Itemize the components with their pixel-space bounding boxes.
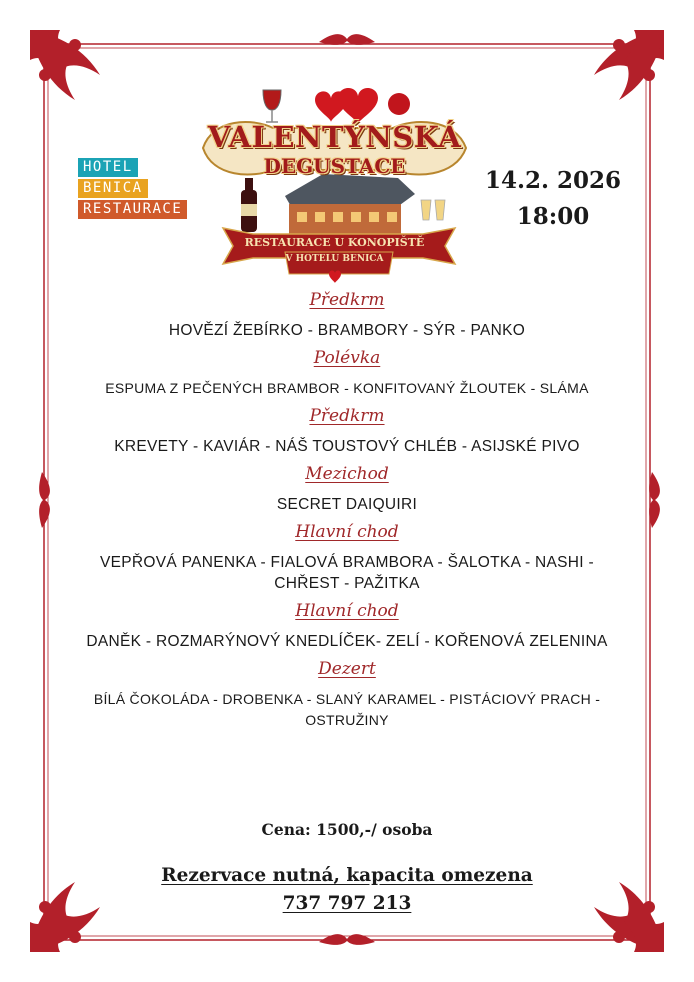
ribbon-restaurant-name: RESTAURACE U KONOPIŠTĚ xyxy=(244,236,425,249)
reservation-phone[interactable]: 737 797 213 xyxy=(282,893,412,914)
event-emblem xyxy=(193,78,476,283)
emblem-subtitle: DEGUSTACE xyxy=(263,154,406,178)
course-items-continued: OSTRUŽINY xyxy=(305,712,389,728)
course-items: BÍLÁ ČOKOLÁDA - DROBENKA - SLANÝ KARAMEL - PISTÁCIOVÝ PRACH - xyxy=(93,691,601,707)
course-items: SECRET DAIQUIRI xyxy=(276,496,418,513)
course-items-continued: CHŘEST - PAŽITKA xyxy=(274,575,420,592)
event-date: 14.2. 2026 xyxy=(484,167,622,194)
course-section xyxy=(60,406,634,457)
course-section xyxy=(60,659,634,731)
course-items: KREVETY - KAVIÁR - NÁŠ TOUSTOVÝ CHLÉB - ASIJSKÉ PIVO xyxy=(114,438,580,455)
tasting-menu xyxy=(60,290,634,738)
course-items: VEPŘOVÁ PANENKA - FIALOVÁ BRAMBORA - ŠALOTKA - NASHI - xyxy=(100,554,594,571)
course-section xyxy=(60,290,634,341)
course-section xyxy=(60,522,634,594)
course-title: Dezert xyxy=(318,659,376,679)
logo-line-restaurace: RESTAURACE xyxy=(78,200,187,219)
rose-icon xyxy=(388,93,410,115)
logo-line-benica: BENICA xyxy=(78,179,148,198)
wine-glass-icon xyxy=(263,90,281,122)
ribbon-hotel-name: V HOTELU BENICA xyxy=(285,254,384,264)
hotel-building-illustration xyxy=(285,174,415,238)
event-datetime xyxy=(478,163,628,235)
course-title: Předkrm xyxy=(309,406,385,426)
course-title: Hlavní chod xyxy=(295,601,399,621)
course-items: ESPUMA Z PEČENÝCH BRAMBOR - KONFITOVANÝ ŽLOUTEK - SLÁMA xyxy=(105,380,589,396)
price-per-person: Cena: 1500,-/ osoba xyxy=(261,820,433,839)
logo-line-hotel: HOTEL xyxy=(78,158,138,177)
course-items: HOVĚZÍ ŽEBÍRKO - BRAMBORY - SÝR - PANKO xyxy=(168,322,526,339)
reservation-text: Rezervace nutná, kapacita omezena xyxy=(161,865,533,886)
emblem-illustration xyxy=(193,78,476,283)
course-title: Polévka xyxy=(313,348,381,368)
heart-icon xyxy=(338,88,378,124)
wine-bottle-icon xyxy=(241,178,257,232)
course-section xyxy=(60,601,634,652)
hotel-logo xyxy=(78,158,198,221)
course-title: Předkrm xyxy=(309,290,385,310)
course-title: Hlavní chod xyxy=(295,522,399,542)
course-items: DANĚK - ROZMARÝNOVÝ KNEDLÍČEK- ZELÍ - KOŘENOVÁ ZELENINA xyxy=(86,633,608,650)
course-section xyxy=(60,464,634,515)
emblem-title: VALENTÝNSKÁ xyxy=(207,120,462,154)
reservation-note xyxy=(0,862,694,918)
course-title: Mezichod xyxy=(305,464,389,484)
champagne-glasses-icon xyxy=(421,200,445,220)
course-section xyxy=(60,348,634,399)
event-time: 18:00 xyxy=(516,203,590,230)
